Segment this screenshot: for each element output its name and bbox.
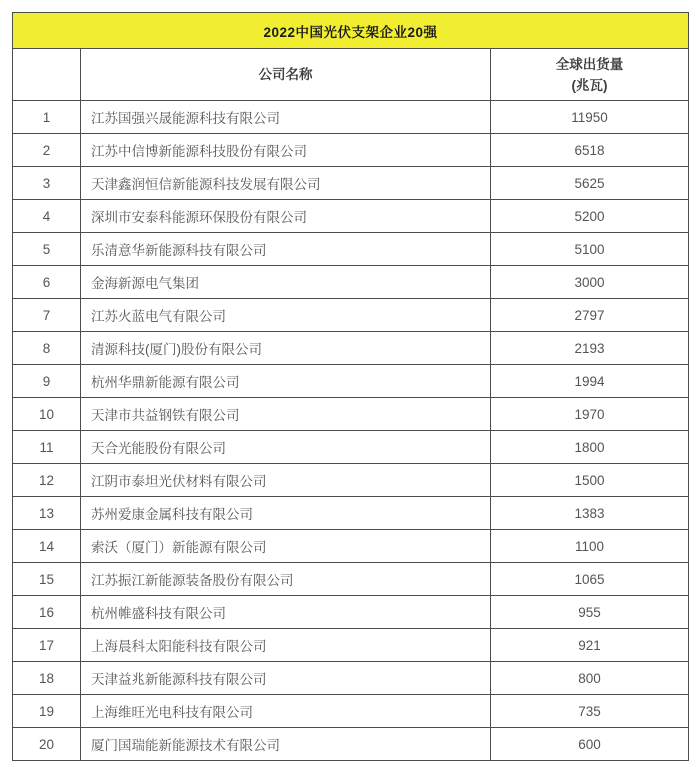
rank-cell: 13	[13, 497, 81, 530]
table-title: 2022中国光伏支架企业20强	[13, 13, 689, 49]
rank-cell: 6	[13, 266, 81, 299]
header-row	[13, 49, 689, 101]
shipment-value-cell: 1500	[491, 464, 689, 497]
rank-cell: 1	[13, 101, 81, 134]
company-name-cell: 江阴市泰坦光伏材料有限公司	[81, 464, 491, 497]
rank-cell: 8	[13, 332, 81, 365]
company-name-cell: 天津鑫润恒信新能源科技发展有限公司	[81, 167, 491, 200]
company-name-cell: 索沃（厦门）新能源有限公司	[81, 530, 491, 563]
shipment-value-cell: 600	[491, 728, 689, 761]
rank-cell: 17	[13, 629, 81, 662]
header-rank	[13, 49, 81, 101]
rank-cell: 4	[13, 200, 81, 233]
rank-cell: 14	[13, 530, 81, 563]
title-row	[13, 13, 689, 49]
table-row	[13, 662, 689, 695]
company-name-cell: 杭州华鼎新能源有限公司	[81, 365, 491, 398]
rank-cell: 12	[13, 464, 81, 497]
rank-cell: 3	[13, 167, 81, 200]
rank-cell: 10	[13, 398, 81, 431]
company-name-cell: 江苏国强兴晟能源科技有限公司	[81, 101, 491, 134]
rank-cell: 20	[13, 728, 81, 761]
shipment-value-cell: 3000	[491, 266, 689, 299]
rank-cell: 11	[13, 431, 81, 464]
table-row	[13, 431, 689, 464]
table-row	[13, 398, 689, 431]
rank-cell: 19	[13, 695, 81, 728]
shipment-value-cell: 6518	[491, 134, 689, 167]
table-row	[13, 266, 689, 299]
shipment-value-cell: 1065	[491, 563, 689, 596]
shipment-value-cell: 800	[491, 662, 689, 695]
company-name-cell: 天合光能股份有限公司	[81, 431, 491, 464]
table-row	[13, 365, 689, 398]
company-name-cell: 上海维旺光电科技有限公司	[81, 695, 491, 728]
header-shipment-line1: 全球出货量	[555, 56, 624, 72]
table-row	[13, 233, 689, 266]
shipment-value-cell: 1994	[491, 365, 689, 398]
rank-cell: 16	[13, 596, 81, 629]
table-row	[13, 728, 689, 761]
rank-cell: 9	[13, 365, 81, 398]
table-row	[13, 596, 689, 629]
rank-cell: 18	[13, 662, 81, 695]
table-row	[13, 332, 689, 365]
company-name-cell: 深圳市安泰科能源环保股份有限公司	[81, 200, 491, 233]
shipment-value-cell: 2193	[491, 332, 689, 365]
table-row	[13, 200, 689, 233]
company-name-cell: 杭州帷盛科技有限公司	[81, 596, 491, 629]
company-name-cell: 江苏振江新能源装备股份有限公司	[81, 563, 491, 596]
company-name-cell: 天津益兆新能源科技有限公司	[81, 662, 491, 695]
shipment-value-cell: 2797	[491, 299, 689, 332]
shipment-value-cell: 5200	[491, 200, 689, 233]
company-name-cell: 天津市共益钢铁有限公司	[81, 398, 491, 431]
company-name-cell: 上海晨科太阳能科技有限公司	[81, 629, 491, 662]
table-row	[13, 101, 689, 134]
shipment-value-cell: 921	[491, 629, 689, 662]
table-row	[13, 563, 689, 596]
company-name-cell: 江苏中信博新能源科技股份有限公司	[81, 134, 491, 167]
shipment-value-cell: 5625	[491, 167, 689, 200]
shipment-value-cell: 1970	[491, 398, 689, 431]
table-row	[13, 299, 689, 332]
company-name-cell: 清源科技(厦门)股份有限公司	[81, 332, 491, 365]
company-name-cell: 厦门国瑞能新能源技术有限公司	[81, 728, 491, 761]
company-name-cell: 江苏火蓝电气有限公司	[81, 299, 491, 332]
shipment-value-cell: 11950	[491, 101, 689, 134]
company-name-cell: 金海新源电气集团	[81, 266, 491, 299]
header-global-shipment	[491, 49, 689, 101]
rank-cell: 5	[13, 233, 81, 266]
table-row	[13, 695, 689, 728]
table-row	[13, 629, 689, 662]
table-row	[13, 167, 689, 200]
table-row	[13, 497, 689, 530]
ranking-table	[12, 12, 689, 761]
table-row	[13, 464, 689, 497]
header-shipment-line2: (兆瓦)	[571, 77, 608, 93]
table-body	[13, 101, 689, 761]
rank-cell: 2	[13, 134, 81, 167]
shipment-value-cell: 1800	[491, 431, 689, 464]
company-name-cell: 乐清意华新能源科技有限公司	[81, 233, 491, 266]
table-row	[13, 530, 689, 563]
shipment-value-cell: 955	[491, 596, 689, 629]
shipment-value-cell: 1383	[491, 497, 689, 530]
rank-cell: 15	[13, 563, 81, 596]
header-company-name: 公司名称	[81, 49, 491, 101]
shipment-value-cell: 5100	[491, 233, 689, 266]
rank-cell: 7	[13, 299, 81, 332]
company-name-cell: 苏州爱康金属科技有限公司	[81, 497, 491, 530]
shipment-value-cell: 1100	[491, 530, 689, 563]
shipment-value-cell: 735	[491, 695, 689, 728]
table-row	[13, 134, 689, 167]
